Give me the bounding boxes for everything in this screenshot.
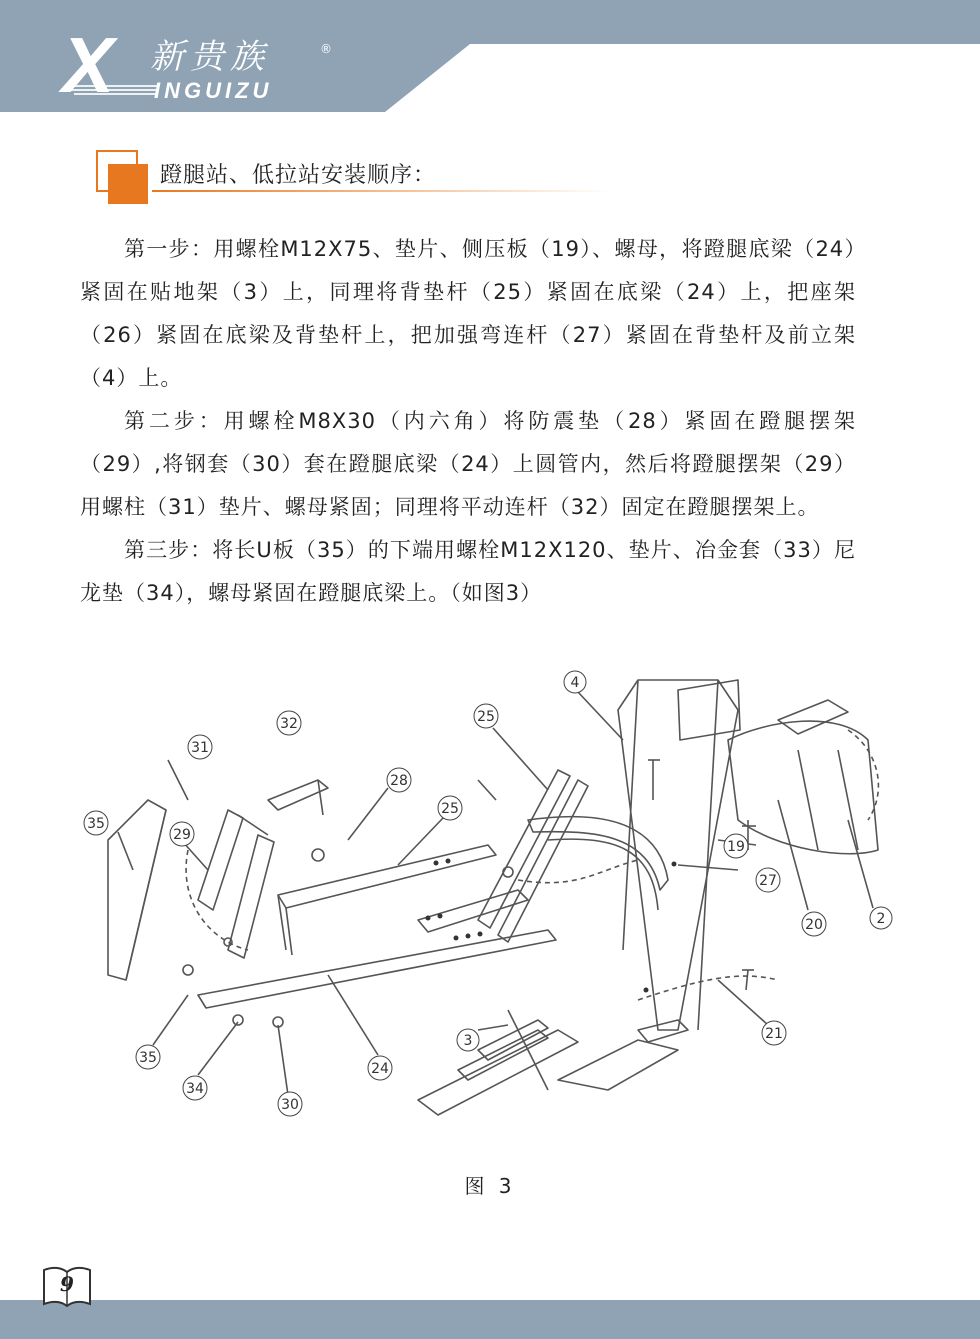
svg-text:35: 35: [139, 1050, 157, 1066]
label-35b: [136, 1045, 160, 1069]
step-3: 第三步：将长U板（35）的下端用螺栓M12X120、垫片、冶金套（33）尼龙垫（34），螺母紧固在蹬腿底梁上。（如图3）: [80, 538, 856, 605]
brand-logo: [62, 21, 352, 110]
label-30: [278, 1092, 302, 1116]
label-34: [183, 1076, 207, 1100]
svg-text:29: 29: [173, 827, 191, 843]
footer-band: [0, 1300, 980, 1339]
label-25a: [474, 704, 498, 728]
logo-letter: X: [62, 21, 113, 109]
part-24-base-beam: [198, 930, 556, 1008]
svg-text:35: 35: [87, 816, 105, 832]
svg-text:4: 4: [570, 675, 580, 691]
part-27-curved-brace: [528, 817, 668, 890]
label-19: [724, 834, 748, 858]
label-25b: [438, 796, 462, 820]
svg-text:30: 30: [281, 1097, 299, 1113]
label-27: [756, 868, 780, 892]
logo-registered-mark: ®: [320, 42, 332, 56]
label-31: [188, 735, 212, 759]
label-28: [387, 768, 411, 792]
label-20: [802, 912, 826, 936]
svg-text:20: 20: [805, 917, 823, 933]
title-square-fill: [108, 164, 148, 204]
part-3-ground-frame: [418, 1030, 578, 1115]
section-title: 蹬腿站、低拉站安装顺序：: [160, 163, 437, 188]
label-24: [368, 1056, 392, 1080]
svg-text:27: 27: [759, 873, 777, 889]
section-heading: [96, 150, 616, 206]
logo-chinese-name: 新贵族: [150, 37, 270, 77]
part-25-back-rod: [278, 845, 496, 908]
figure-caption: 图 3: [464, 1174, 516, 1198]
svg-text:34: 34: [186, 1081, 204, 1097]
svg-text:31: 31: [191, 740, 209, 756]
svg-text:3: 3: [463, 1033, 473, 1049]
logo-english-name: INGUIZU: [154, 78, 273, 103]
label-21: [762, 1021, 786, 1045]
step-1: 第一步：用螺栓M12X75、垫片、侧压板（19）、螺母，将蹬腿底梁（24）紧固在贴地架（3）上，同理将背垫杆（25）紧固在底梁（24）上，把座架（26）紧固在底梁及背垫杆上，把加强弯连杆（27）紧固在背垫杆及前立架（4）上。: [80, 237, 856, 390]
svg-text:32: 32: [280, 716, 298, 732]
page-number: 9: [60, 1272, 74, 1296]
assembly-diagram: [78, 650, 908, 1140]
label-32: [277, 711, 301, 735]
svg-text:25: 25: [477, 709, 495, 725]
label-4: [564, 671, 586, 693]
svg-text:25: 25: [441, 801, 459, 817]
step-2: 第二步：用螺栓M8X30（内六角）将防震垫（28）紧固在蹬腿摆架（29）,将钢套（30）套在蹬腿底梁（24）上圆管内，然后将蹬腿摆架（29）用螺柱（31）垫片、螺母紧固；同理将平动连杆（32）固定在蹬腿摆架上。: [80, 409, 856, 519]
svg-text:28: 28: [390, 773, 408, 789]
part-35-u-plate: [108, 800, 166, 980]
label-3: [457, 1029, 479, 1051]
label-2: [870, 907, 892, 929]
svg-text:21: 21: [765, 1026, 783, 1042]
label-35a: [84, 811, 108, 835]
part-29-swing-frame: [198, 810, 243, 910]
label-29: [170, 822, 194, 846]
assembly-drawing: [78, 650, 908, 1140]
instructions: [80, 228, 856, 615]
svg-text:24: 24: [371, 1061, 389, 1077]
title-underline: [152, 190, 612, 192]
svg-text:2: 2: [876, 911, 886, 927]
svg-text:19: 19: [727, 839, 745, 855]
